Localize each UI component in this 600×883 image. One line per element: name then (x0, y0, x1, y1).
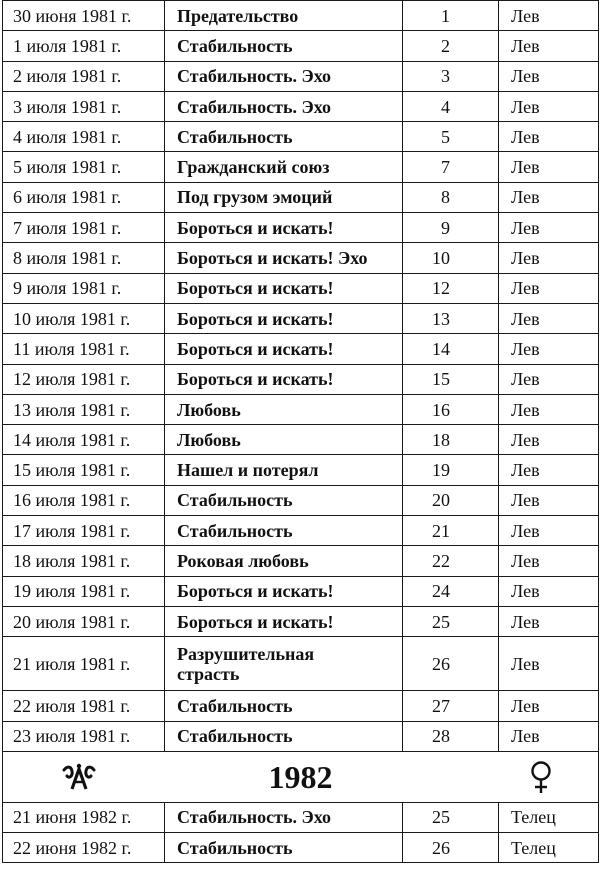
table-row (3, 91, 599, 121)
date-cell: 6 июля 1981 г. (3, 182, 165, 212)
title-cell: Стабильность (165, 31, 403, 61)
number-cell: 20 (403, 485, 499, 515)
date-cell: 7 июля 1981 г. (3, 213, 165, 243)
title-cell: Роковая любовь (165, 546, 403, 576)
number-cell: 5 (403, 122, 499, 152)
title-cell: Бороться и искать! (165, 303, 403, 333)
table-row (3, 637, 599, 691)
table-row (3, 546, 599, 576)
title-cell: Бороться и искать! (165, 576, 403, 606)
number-cell: 12 (403, 273, 499, 303)
title-cell: Любовь (165, 425, 403, 455)
table-row (3, 802, 599, 832)
number-cell: 27 (403, 691, 499, 721)
sign-cell: Лев (499, 394, 599, 424)
sign-cell: Лев (499, 606, 599, 636)
date-cell: 5 июля 1981 г. (3, 152, 165, 182)
date-cell: 2 июля 1981 г. (3, 61, 165, 91)
sign-cell: Лев (499, 152, 599, 182)
number-cell: 25 (403, 802, 499, 832)
date-cell: 21 июля 1981 г. (3, 637, 165, 691)
title-cell: Любовь (165, 394, 403, 424)
table-row (3, 182, 599, 212)
number-cell: 24 (403, 576, 499, 606)
title-cell: Стабильность. Эхо (165, 61, 403, 91)
table-row (3, 691, 599, 721)
title-cell: Стабильность. Эхо (165, 91, 403, 121)
title-cell: Бороться и искать! (165, 606, 403, 636)
title-cell: Стабильность (165, 485, 403, 515)
number-cell: 25 (403, 606, 499, 636)
number-cell: 13 (403, 303, 499, 333)
table-row (3, 213, 599, 243)
table-row (3, 152, 599, 182)
sign-cell: Лев (499, 364, 599, 394)
table-row (3, 576, 599, 606)
sign-cell: Лев (499, 91, 599, 121)
title-line-2: страсть (177, 663, 240, 684)
sign-cell: Лев (499, 576, 599, 606)
number-cell: 14 (403, 334, 499, 364)
table-row (3, 303, 599, 333)
sign-cell: Лев (499, 546, 599, 576)
title-cell: Предательство (165, 1, 403, 31)
date-cell: 22 июня 1982 г. (3, 833, 165, 863)
date-cell: 4 июля 1981 г. (3, 122, 165, 152)
table-row (3, 243, 599, 273)
calendar-table (2, 0, 599, 863)
title-cell: Бороться и искать! (165, 334, 403, 364)
table-row (3, 516, 599, 546)
date-cell: 3 июля 1981 г. (3, 91, 165, 121)
year-title: 1982 (268, 758, 333, 795)
title-cell: Под грузом эмоций (165, 182, 403, 212)
number-cell: 1 (403, 1, 499, 31)
sign-cell: Лев (499, 425, 599, 455)
table-row (3, 606, 599, 636)
date-cell: 21 июня 1982 г. (3, 802, 165, 832)
table-row (3, 122, 599, 152)
table-row (3, 334, 599, 364)
table-row (3, 833, 599, 863)
sign-cell: Лев (499, 182, 599, 212)
table-row (3, 1, 599, 31)
sign-cell: Лев (499, 516, 599, 546)
sign-cell: Лев (499, 273, 599, 303)
date-cell: 13 июля 1981 г. (3, 394, 165, 424)
sign-cell: Лев (499, 61, 599, 91)
date-cell: 22 июля 1981 г. (3, 691, 165, 721)
number-cell: 22 (403, 546, 499, 576)
date-cell: 23 июля 1981 г. (3, 721, 165, 751)
sign-cell: Лев (499, 721, 599, 751)
title-cell: Стабильность (165, 721, 403, 751)
sign-cell: Лев (499, 303, 599, 333)
number-cell: 26 (403, 637, 499, 691)
date-cell: 14 июля 1981 г. (3, 425, 165, 455)
number-cell: 26 (403, 833, 499, 863)
number-cell: 18 (403, 425, 499, 455)
number-cell: 10 (403, 243, 499, 273)
sign-cell: Лев (499, 455, 599, 485)
sign-cell: Лев (499, 637, 599, 691)
date-cell: 9 июля 1981 г. (3, 273, 165, 303)
sign-cell: Лев (499, 1, 599, 31)
title-cell: Бороться и искать! (165, 273, 403, 303)
sign-cell: Лев (499, 213, 599, 243)
number-cell: 7 (403, 152, 499, 182)
sign-cell: Лев (499, 485, 599, 515)
title-cell: Стабильность (165, 516, 403, 546)
sign-cell: Лев (499, 122, 599, 152)
sign-cell: Телец (499, 802, 599, 832)
title-cell: Бороться и искать! Эхо (165, 243, 403, 273)
date-cell: 12 июля 1981 г. (3, 364, 165, 394)
title-cell (165, 637, 403, 691)
sign-cell: Лев (499, 691, 599, 721)
date-cell: 16 июля 1981 г. (3, 485, 165, 515)
date-cell: 11 июля 1981 г. (3, 334, 165, 364)
title-cell: Нашел и потерял (165, 455, 403, 485)
date-cell: 1 июля 1981 г. (3, 31, 165, 61)
table-row (3, 394, 599, 424)
number-cell: 16 (403, 394, 499, 424)
title-line-1: Разрушительная (177, 643, 315, 664)
sign-cell: Телец (499, 833, 599, 863)
number-cell: 9 (403, 213, 499, 243)
title-cell: Гражданский союз (165, 152, 403, 182)
title-cell: Стабильность (165, 833, 403, 863)
date-cell: 10 июля 1981 г. (3, 303, 165, 333)
number-cell: 3 (403, 61, 499, 91)
sign-cell: Лев (499, 243, 599, 273)
title-cell: Стабильность (165, 122, 403, 152)
table-row (3, 61, 599, 91)
number-cell: 28 (403, 721, 499, 751)
sign-cell: Лев (499, 31, 599, 61)
number-cell: 21 (403, 516, 499, 546)
table-row (3, 364, 599, 394)
table-row (3, 31, 599, 61)
sign-cell: Лев (499, 334, 599, 364)
date-cell: 30 июня 1981 г. (3, 1, 165, 31)
number-cell: 8 (403, 182, 499, 212)
date-cell: 19 июля 1981 г. (3, 576, 165, 606)
table-row (3, 273, 599, 303)
title-cell: Бороться и искать! (165, 364, 403, 394)
number-cell: 19 (403, 455, 499, 485)
number-cell: 15 (403, 364, 499, 394)
date-cell: 8 июля 1981 г. (3, 243, 165, 273)
venus-icon (527, 760, 555, 794)
year-header-row (3, 751, 599, 802)
date-cell: 18 июля 1981 г. (3, 546, 165, 576)
date-cell: 20 июля 1981 г. (3, 606, 165, 636)
calendar-table-sheet (2, 0, 598, 863)
title-cell: Бороться и искать! (165, 213, 403, 243)
title-cell: Стабильность. Эхо (165, 802, 403, 832)
table-row (3, 425, 599, 455)
table-row (3, 455, 599, 485)
date-cell: 15 июля 1981 г. (3, 455, 165, 485)
number-cell: 4 (403, 91, 499, 121)
year-header-cell (3, 751, 599, 802)
number-cell: 2 (403, 31, 499, 61)
title-cell: Стабильность (165, 691, 403, 721)
date-cell: 17 июля 1981 г. (3, 516, 165, 546)
table-row (3, 721, 599, 751)
table-row (3, 485, 599, 515)
